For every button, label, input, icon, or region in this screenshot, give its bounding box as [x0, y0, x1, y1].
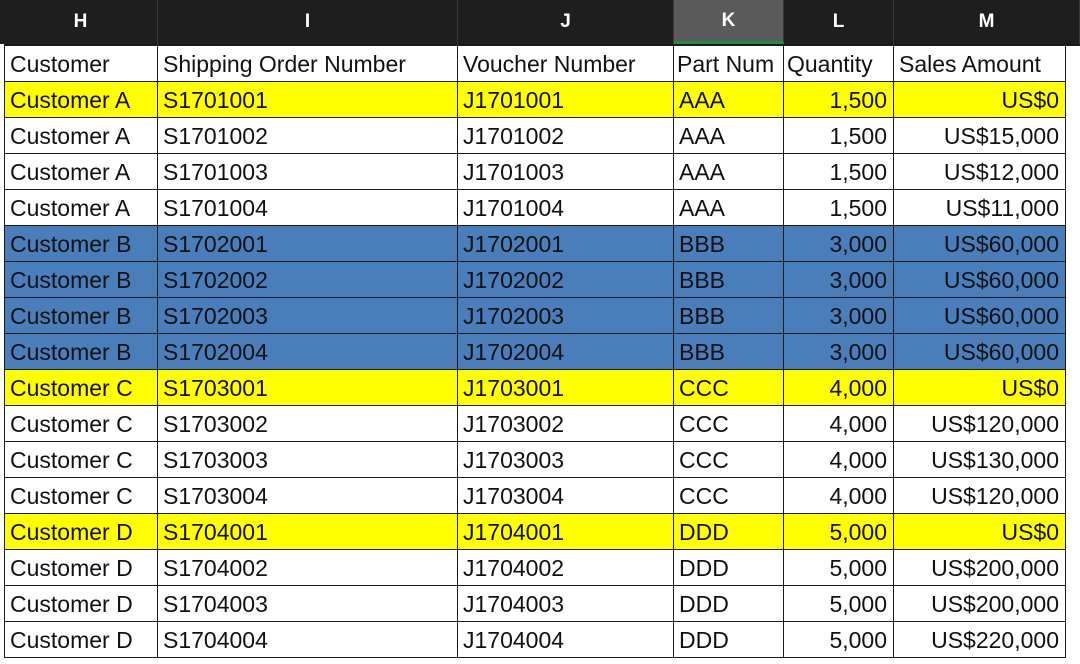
cell-sales-amount[interactable]: US$200,000: [894, 586, 1066, 622]
cell-customer[interactable]: Customer D: [4, 622, 158, 658]
cell-voucher[interactable]: J1702004: [458, 334, 674, 370]
cell-quantity[interactable]: 4,000: [784, 442, 894, 478]
cell-quantity[interactable]: 5,000: [784, 586, 894, 622]
cell-customer[interactable]: Customer A: [4, 154, 158, 190]
cell-voucher[interactable]: J1702002: [458, 262, 674, 298]
cell-shipping-order[interactable]: S1704003: [158, 586, 458, 622]
cell-quantity[interactable]: 1,500: [784, 154, 894, 190]
cell-sales-amount[interactable]: US$12,000: [894, 154, 1066, 190]
cell-shipping-order[interactable]: S1701002: [158, 118, 458, 154]
table-row: [0, 118, 1080, 154]
cell-shipping-order[interactable]: S1701003: [158, 154, 458, 190]
cell-voucher[interactable]: J1702001: [458, 226, 674, 262]
cell-part-num[interactable]: DDD: [674, 550, 784, 586]
cell-sales-amount[interactable]: US$60,000: [894, 298, 1066, 334]
cell-sales-amount[interactable]: US$60,000: [894, 262, 1066, 298]
table-row: [0, 478, 1080, 514]
cell-part-num[interactable]: AAA: [674, 154, 784, 190]
cell-shipping-order[interactable]: S1704001: [158, 514, 458, 550]
cell-shipping-order[interactable]: S1702001: [158, 226, 458, 262]
cell-voucher[interactable]: J1703004: [458, 478, 674, 514]
column-header-h[interactable]: H: [4, 0, 158, 44]
cell-voucher[interactable]: J1704004: [458, 622, 674, 658]
cell-sales-amount[interactable]: US$60,000: [894, 226, 1066, 262]
cell-part-num[interactable]: CCC: [674, 478, 784, 514]
table-row: [0, 154, 1080, 190]
table-row: [0, 586, 1080, 622]
table-row: [0, 190, 1080, 226]
cell-customer[interactable]: Customer B: [4, 298, 158, 334]
cell-customer[interactable]: Customer C: [4, 406, 158, 442]
cell-quantity[interactable]: 1,500: [784, 118, 894, 154]
cell-quantity[interactable]: 1,500: [784, 190, 894, 226]
cell-customer[interactable]: Customer C: [4, 370, 158, 406]
cell-part-num[interactable]: AAA: [674, 190, 784, 226]
cell-shipping-order[interactable]: S1701001: [158, 82, 458, 118]
cell-customer[interactable]: Customer A: [4, 190, 158, 226]
cell-part-num[interactable]: DDD: [674, 586, 784, 622]
cell-sales-amount[interactable]: US$120,000: [894, 478, 1066, 514]
cell-part-num[interactable]: CCC: [674, 406, 784, 442]
cell-customer[interactable]: Customer B: [4, 226, 158, 262]
header-cell-quantity[interactable]: Quantity: [784, 46, 894, 82]
cell-customer[interactable]: Customer D: [4, 514, 158, 550]
cell-voucher[interactable]: J1701002: [458, 118, 674, 154]
column-header-row: [0, 0, 1080, 44]
table-row: [0, 82, 1080, 118]
cell-voucher[interactable]: J1702003: [458, 298, 674, 334]
cell-quantity[interactable]: 3,000: [784, 334, 894, 370]
cell-sales-amount[interactable]: US$0: [894, 514, 1066, 550]
table-row: [0, 442, 1080, 478]
cell-part-num[interactable]: CCC: [674, 442, 784, 478]
cell-voucher[interactable]: J1701001: [458, 82, 674, 118]
header-cell-sales-amount[interactable]: Sales Amount: [894, 46, 1066, 82]
cell-shipping-order[interactable]: S1703004: [158, 478, 458, 514]
cell-customer[interactable]: Customer A: [4, 82, 158, 118]
table-row: [0, 514, 1080, 550]
cell-quantity[interactable]: 4,000: [784, 406, 894, 442]
cell-shipping-order[interactable]: S1702002: [158, 262, 458, 298]
table-row: [0, 370, 1080, 406]
cell-voucher[interactable]: J1701003: [458, 154, 674, 190]
cell-part-num[interactable]: BBB: [674, 334, 784, 370]
cell-shipping-order[interactable]: S1701004: [158, 190, 458, 226]
cell-voucher[interactable]: J1704003: [458, 586, 674, 622]
cell-customer[interactable]: Customer B: [4, 334, 158, 370]
table-row: [0, 262, 1080, 298]
header-cell-shipping-order[interactable]: Shipping Order Number: [158, 46, 458, 82]
cell-voucher[interactable]: J1701004: [458, 190, 674, 226]
table-row: [0, 226, 1080, 262]
column-header-l[interactable]: L: [784, 0, 894, 44]
cell-voucher[interactable]: J1703003: [458, 442, 674, 478]
cell-shipping-order[interactable]: S1703001: [158, 370, 458, 406]
cell-sales-amount[interactable]: US$60,000: [894, 334, 1066, 370]
cell-quantity[interactable]: 4,000: [784, 370, 894, 406]
table-row: [0, 298, 1080, 334]
column-header-j[interactable]: J: [458, 0, 674, 44]
cell-quantity[interactable]: 3,000: [784, 298, 894, 334]
cell-sales-amount[interactable]: US$15,000: [894, 118, 1066, 154]
cell-customer[interactable]: Customer D: [4, 550, 158, 586]
cell-quantity[interactable]: 5,000: [784, 622, 894, 658]
table-row: [0, 622, 1080, 658]
cell-voucher[interactable]: J1703002: [458, 406, 674, 442]
cell-sales-amount[interactable]: US$0: [894, 82, 1066, 118]
cell-part-num[interactable]: DDD: [674, 622, 784, 658]
header-cell-customer[interactable]: Customer: [4, 46, 158, 82]
table-row: [0, 550, 1080, 586]
cell-voucher[interactable]: J1704002: [458, 550, 674, 586]
table-header-row: [0, 46, 1080, 82]
cell-part-num[interactable]: AAA: [674, 118, 784, 154]
cell-voucher[interactable]: J1704001: [458, 514, 674, 550]
cell-shipping-order[interactable]: S1702004: [158, 334, 458, 370]
table-row: [0, 334, 1080, 370]
cell-part-num[interactable]: DDD: [674, 514, 784, 550]
cell-sales-amount[interactable]: US$130,000: [894, 442, 1066, 478]
cell-part-num[interactable]: BBB: [674, 298, 784, 334]
cell-sales-amount[interactable]: US$0: [894, 370, 1066, 406]
header-cell-part-num[interactable]: Part Num: [674, 46, 784, 82]
cell-part-num[interactable]: BBB: [674, 226, 784, 262]
column-header-k[interactable]: K: [674, 0, 784, 44]
cell-shipping-order[interactable]: S1703002: [158, 406, 458, 442]
cell-quantity[interactable]: 4,000: [784, 478, 894, 514]
cell-sales-amount[interactable]: US$200,000: [894, 550, 1066, 586]
cell-shipping-order[interactable]: S1703003: [158, 442, 458, 478]
column-header-m[interactable]: M: [894, 0, 1080, 44]
cell-part-num[interactable]: AAA: [674, 82, 784, 118]
cell-part-num[interactable]: CCC: [674, 370, 784, 406]
cell-shipping-order[interactable]: S1702003: [158, 298, 458, 334]
cell-quantity[interactable]: 5,000: [784, 514, 894, 550]
cell-quantity[interactable]: 3,000: [784, 226, 894, 262]
cell-quantity[interactable]: 5,000: [784, 550, 894, 586]
cell-customer[interactable]: Customer D: [4, 586, 158, 622]
cell-customer[interactable]: Customer B: [4, 262, 158, 298]
cell-voucher[interactable]: J1703001: [458, 370, 674, 406]
cell-sales-amount[interactable]: US$120,000: [894, 406, 1066, 442]
header-cell-voucher[interactable]: Voucher Number: [458, 46, 674, 82]
cell-customer[interactable]: Customer C: [4, 478, 158, 514]
cell-shipping-order[interactable]: S1704002: [158, 550, 458, 586]
cell-shipping-order[interactable]: S1704004: [158, 622, 458, 658]
cell-sales-amount[interactable]: US$220,000: [894, 622, 1066, 658]
cell-quantity[interactable]: 3,000: [784, 262, 894, 298]
cell-part-num[interactable]: BBB: [674, 262, 784, 298]
cell-quantity[interactable]: 1,500: [784, 82, 894, 118]
cell-customer[interactable]: Customer C: [4, 442, 158, 478]
column-header-i[interactable]: I: [158, 0, 458, 44]
cell-sales-amount[interactable]: US$11,000: [894, 190, 1066, 226]
table-row: [0, 406, 1080, 442]
cell-customer[interactable]: Customer A: [4, 118, 158, 154]
